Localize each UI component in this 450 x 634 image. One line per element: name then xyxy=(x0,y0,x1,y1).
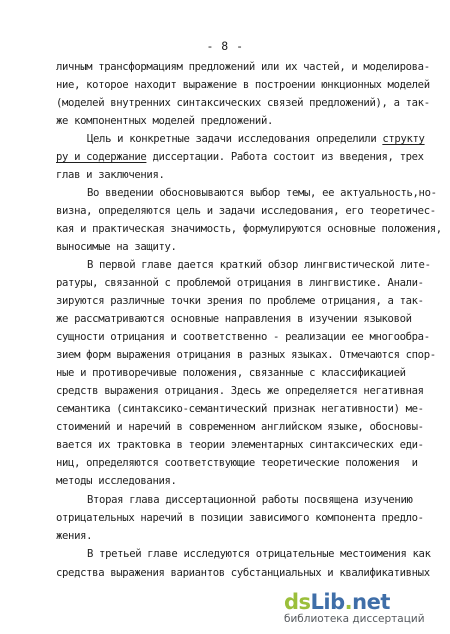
text-line: (моделей внутренних синтаксических связей предложений), а так- xyxy=(56,97,430,109)
underlined-term: ру и содержание xyxy=(56,151,147,163)
text-line: Во введении обосновываются выбор темы, ее актуальность,но- xyxy=(87,187,437,199)
text-line: средств выражения отрицания. Здесь же определяется негативная xyxy=(56,385,424,397)
text-line: Вторая глава диссертационной работы посвящена изучению xyxy=(87,494,413,506)
text-line: сущности отрицания и соответственно - реализации ее многообра- xyxy=(56,331,430,343)
text-span: Цель и конкретные задачи исследования определили xyxy=(87,133,383,145)
text-line: личным трансформациям предложений или их частей, и моделирова- xyxy=(56,61,430,73)
text-line: зируются различные точки зрения по проблеме отрицания, а так- xyxy=(56,295,424,307)
watermark-subtitle: библиотека диссертаций xyxy=(284,613,425,625)
text-line: ратуры, связанной с проблемой отрицания в лингвистике. Анали- xyxy=(56,277,424,289)
text-line: ные и противоречивые положения, связанные с классификацией xyxy=(56,367,406,379)
text-line: жения. xyxy=(56,530,93,542)
text-line xyxy=(56,151,424,164)
text-line: вается их трактовка в теории элементарных синтаксических еди- xyxy=(56,439,424,451)
text-line: глав и заключения. xyxy=(56,169,165,181)
text-line: В первой главе дается краткий обзор лингвистической лите- xyxy=(87,259,431,271)
text-line: семантика (синтаксико-семантический признак негативности) ме- xyxy=(56,403,424,415)
text-line: средства выражения вариантов субстанциальных и квалификативных xyxy=(56,567,430,579)
text-line: выносимые на защиту. xyxy=(56,241,177,253)
text-line: отрицательных наречий в позиции зависимого компонента предло- xyxy=(56,512,424,524)
text-line: В третьей главе исследуются отрицательные местоимения как xyxy=(87,548,431,560)
dslib-logo: dsLib.net xyxy=(284,590,390,614)
text-line: зием форм выражения отрицания в разных языках. Отмечаются спор- xyxy=(56,349,436,361)
dslib-watermark xyxy=(284,591,442,627)
text-line: визна, определяются цель и задачи исследования, его теоретичес- xyxy=(56,205,436,217)
page-number: - 8 - xyxy=(206,39,244,53)
text-span: диссертации. Работа состоит из введения, трех xyxy=(146,151,424,163)
text-line: же рассматриваются основные направления в изучении языковой xyxy=(56,313,412,325)
text-line: ниц, определяются соответствующие теоретические положения и xyxy=(56,457,418,469)
text-line: же компонентных моделей предложений. xyxy=(56,115,274,127)
text-line: методы исследования. xyxy=(56,475,177,487)
text-line: стоимений и наречий в современном английском языке, обосновы- xyxy=(56,421,424,433)
text-line: ние, которое находит выражение в построении юнкционных моделей xyxy=(56,79,430,91)
text-line xyxy=(87,133,425,146)
text-line: кая и практическая значимость, формулируются основные положения, xyxy=(56,223,442,235)
underlined-term: структу xyxy=(382,133,425,145)
